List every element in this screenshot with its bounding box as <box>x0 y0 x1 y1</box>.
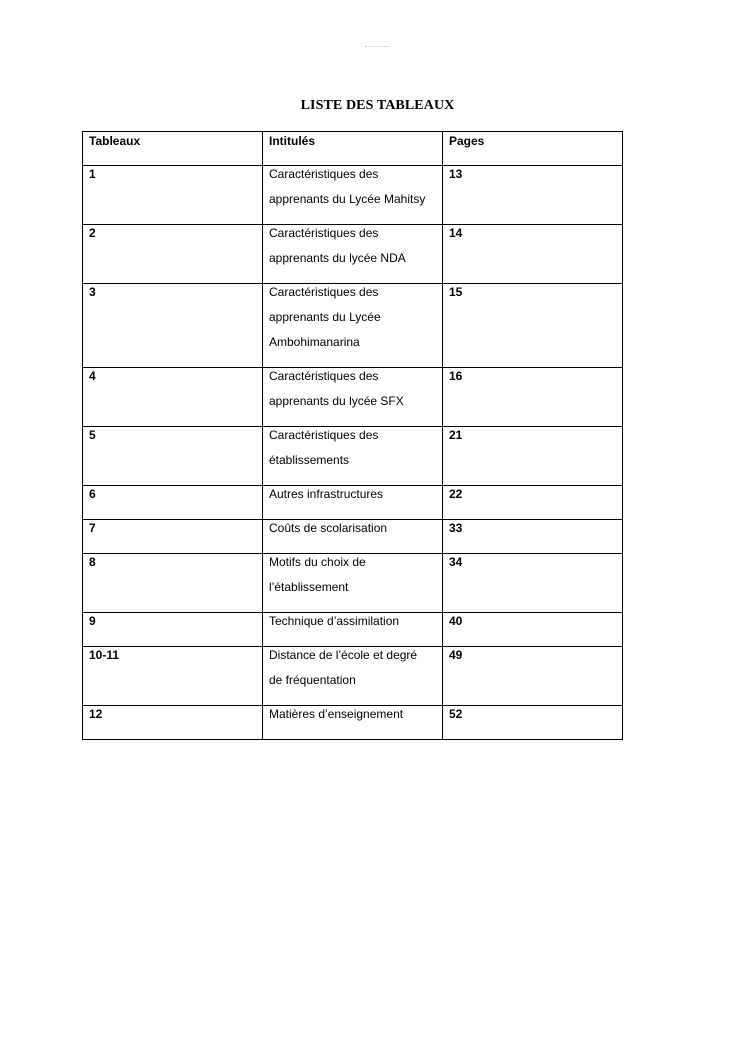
table-number-cell: 5 <box>83 427 263 486</box>
column-header-tableaux: Tableaux <box>83 132 263 166</box>
table-header-row <box>83 132 623 166</box>
table-number-cell: 3 <box>83 284 263 368</box>
table-page-cell: 15 <box>443 284 623 368</box>
table-page-cell: 21 <box>443 427 623 486</box>
table-number-cell: 9 <box>83 613 263 647</box>
table-page-cell: 52 <box>443 706 623 740</box>
table-row <box>83 166 623 225</box>
table-title-cell: Caractéristiques des apprenants du lycée NDA <box>263 225 443 284</box>
table-title-cell: Matières d’enseignement <box>263 706 443 740</box>
table-page-cell: 49 <box>443 647 623 706</box>
table-number-cell: 6 <box>83 486 263 520</box>
table-row <box>83 613 623 647</box>
table-row <box>83 225 623 284</box>
table-page-cell: 33 <box>443 520 623 554</box>
table-number-cell: 12 <box>83 706 263 740</box>
table-row <box>83 706 623 740</box>
table-row <box>83 647 623 706</box>
table-number-cell: 7 <box>83 520 263 554</box>
column-header-intitules: Intitulés <box>263 132 443 166</box>
table-title-cell: Technique d’assimilation <box>263 613 443 647</box>
table-title-cell: Caractéristiques des apprenants du Lycée Ambohimanarina <box>263 284 443 368</box>
table-title-cell: Motifs du choix de l’établissement <box>263 554 443 613</box>
table-row <box>83 554 623 613</box>
table-page-cell: 16 <box>443 368 623 427</box>
table-title-cell: Caractéristiques des apprenants du lycée SFX <box>263 368 443 427</box>
table-title-cell: Distance de l’école et degré de fréquentation <box>263 647 443 706</box>
table-row <box>83 284 623 368</box>
table-page-cell: 13 <box>443 166 623 225</box>
table-page-cell: 34 <box>443 554 623 613</box>
table-number-cell: 2 <box>83 225 263 284</box>
table-body <box>83 166 623 740</box>
table-number-cell: 4 <box>83 368 263 427</box>
table-title-cell: Autres infrastructures <box>263 486 443 520</box>
table-row <box>83 520 623 554</box>
header-divider <box>365 46 389 47</box>
table-title-cell: Coûts de scolarisation <box>263 520 443 554</box>
table-page-cell: 22 <box>443 486 623 520</box>
table-row <box>83 486 623 520</box>
table-title-cell: Caractéristiques des apprenants du Lycée Mahitsy <box>263 166 443 225</box>
page-title: LISTE DES TABLEAUX <box>300 98 455 113</box>
table-row <box>83 427 623 486</box>
table-title-cell: Caractéristiques des établissements <box>263 427 443 486</box>
table-page-cell: 40 <box>443 613 623 647</box>
table-number-cell: 10-11 <box>83 647 263 706</box>
tables-list <box>82 131 623 740</box>
table-page-cell: 14 <box>443 225 623 284</box>
table-row <box>83 368 623 427</box>
column-header-pages: Pages <box>443 132 623 166</box>
table-number-cell: 8 <box>83 554 263 613</box>
table-number-cell: 1 <box>83 166 263 225</box>
